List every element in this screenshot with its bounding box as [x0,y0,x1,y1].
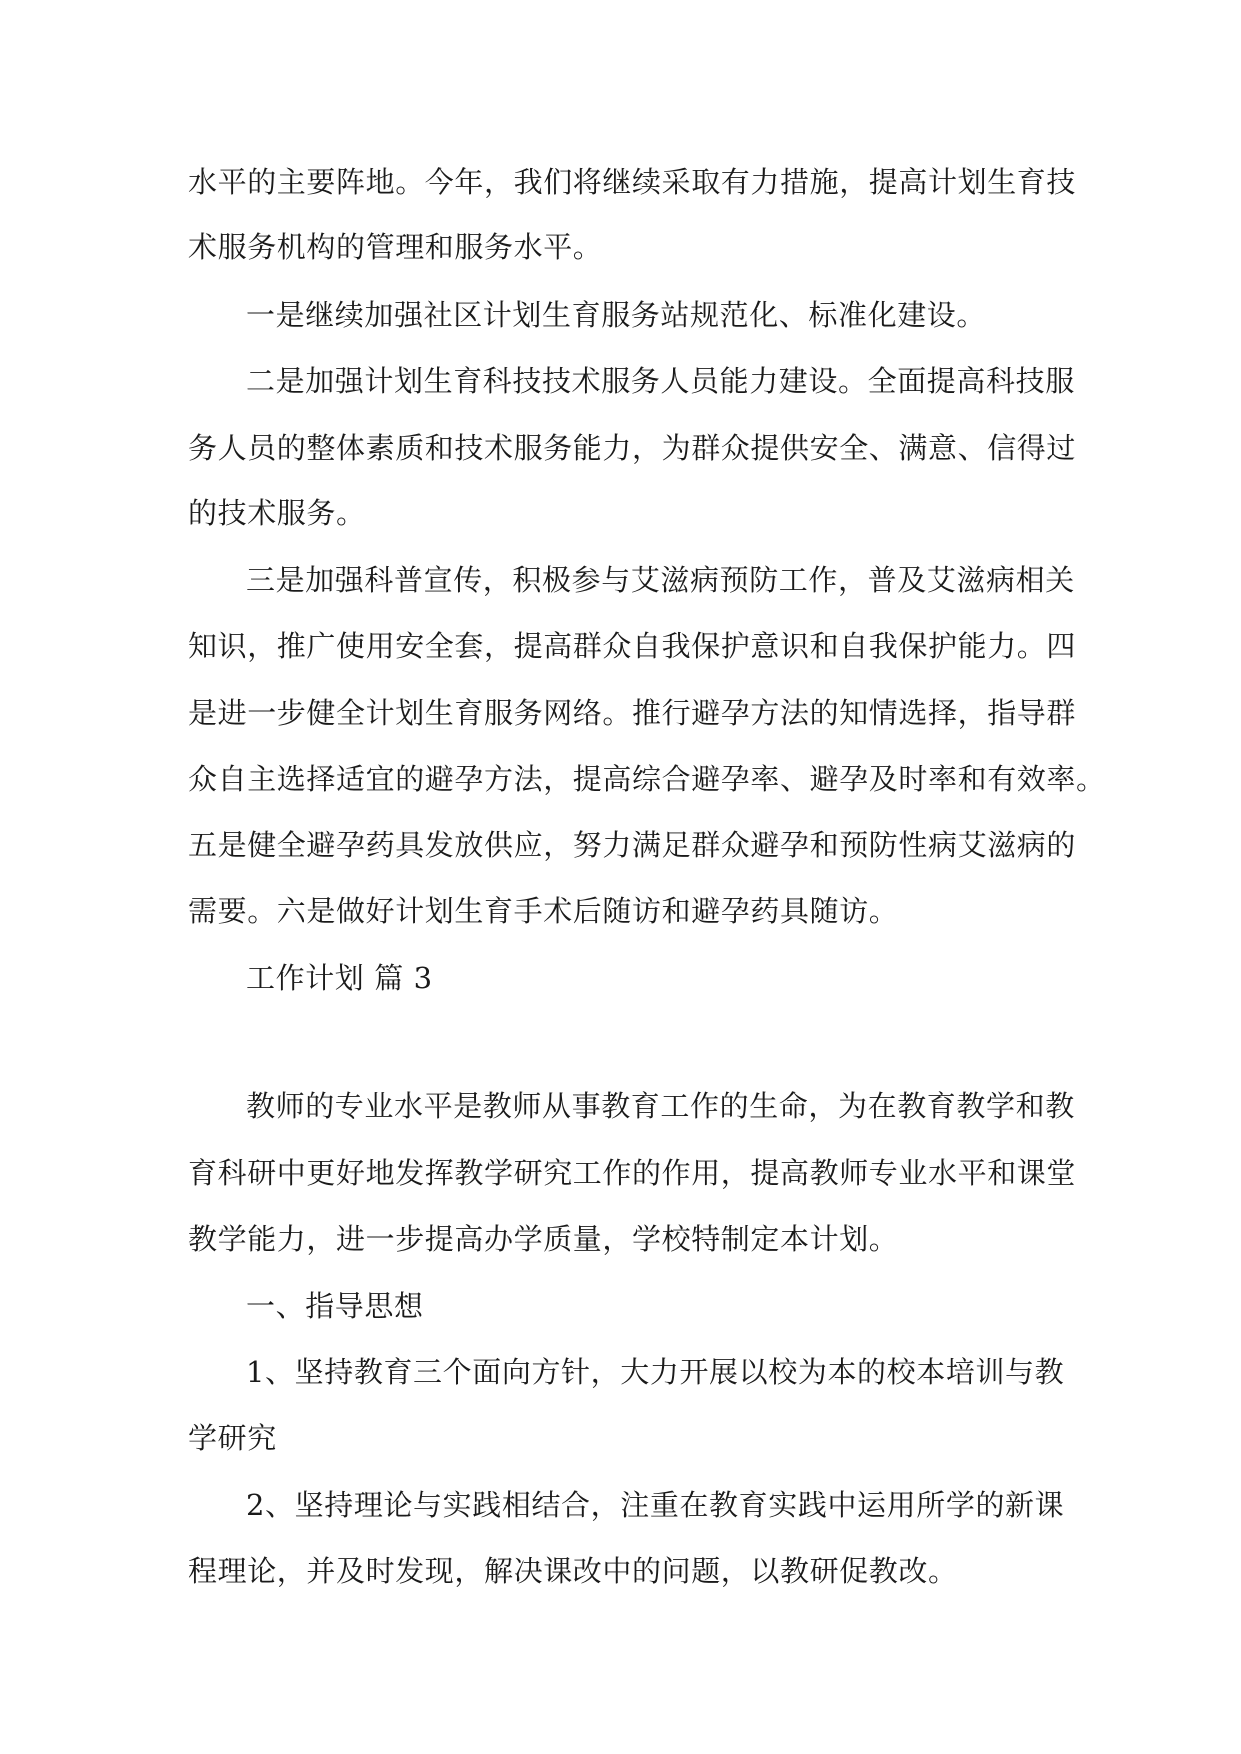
paragraph-line: 一是继续加强社区计划生育服务站规范化、标准化建设。 [246,298,987,332]
list-item-line: 1、坚持教育三个面向方针，大力开展以校为本的校本培训与教 [246,1355,1065,1389]
paragraph-line: 教师的专业水平是教师从事教育工作的生命，为在教育教学和教 [246,1089,1075,1123]
paragraph-line: 五是健全避孕药具发放供应，努力满足群众避孕和预防性病艾滋病的 [188,828,1077,862]
paragraph-line: 育科研中更好地发挥教学研究工作的作用，提高教师专业水平和课堂 [188,1156,1077,1190]
paragraph-line: 三是加强科普宣传，积极参与艾滋病预防工作，普及艾滋病相关 [246,563,1075,597]
paragraph-line: 教学能力，进一步提高办学质量，学校特制定本计划。 [188,1222,899,1256]
paragraph-line: 知识，推广使用安全套，提高群众自我保护意识和自我保护能力。四 [188,629,1077,663]
paragraph-line: 务人员的整体素质和技术服务能力，为群众提供安全、满意、信得过 [188,431,1077,465]
list-item-line: 学研究 [188,1421,277,1455]
list-item-line: 程理论，并及时发现，解决课改中的问题，以教研促教改。 [188,1554,958,1588]
paragraph-line: 术服务机构的管理和服务水平。 [188,230,603,264]
subheading: 一、指导思想 [246,1289,424,1323]
paragraph-line: 水平的主要阵地。今年，我们将继续采取有力措施，提高计划生育技 [188,165,1077,199]
paragraph-line: 的技术服务。 [188,496,366,530]
paragraph-line: 众自主选择适宜的避孕方法，提高综合避孕率、避孕及时率和有效率。 [188,762,1106,796]
section-heading: 工作计划 篇 3 [246,961,433,995]
list-item-line: 2、坚持理论与实践相结合，注重在教育实践中运用所学的新课 [246,1488,1065,1522]
paragraph-line: 是进一步健全计划生育服务网络。推行避孕方法的知情选择，指导群 [188,696,1077,730]
paragraph-line: 需要。六是做好计划生育手术后随访和避孕药具随访。 [188,894,899,928]
paragraph-line: 二是加强计划生育科技技术服务人员能力建设。全面提高科技服 [246,364,1075,398]
